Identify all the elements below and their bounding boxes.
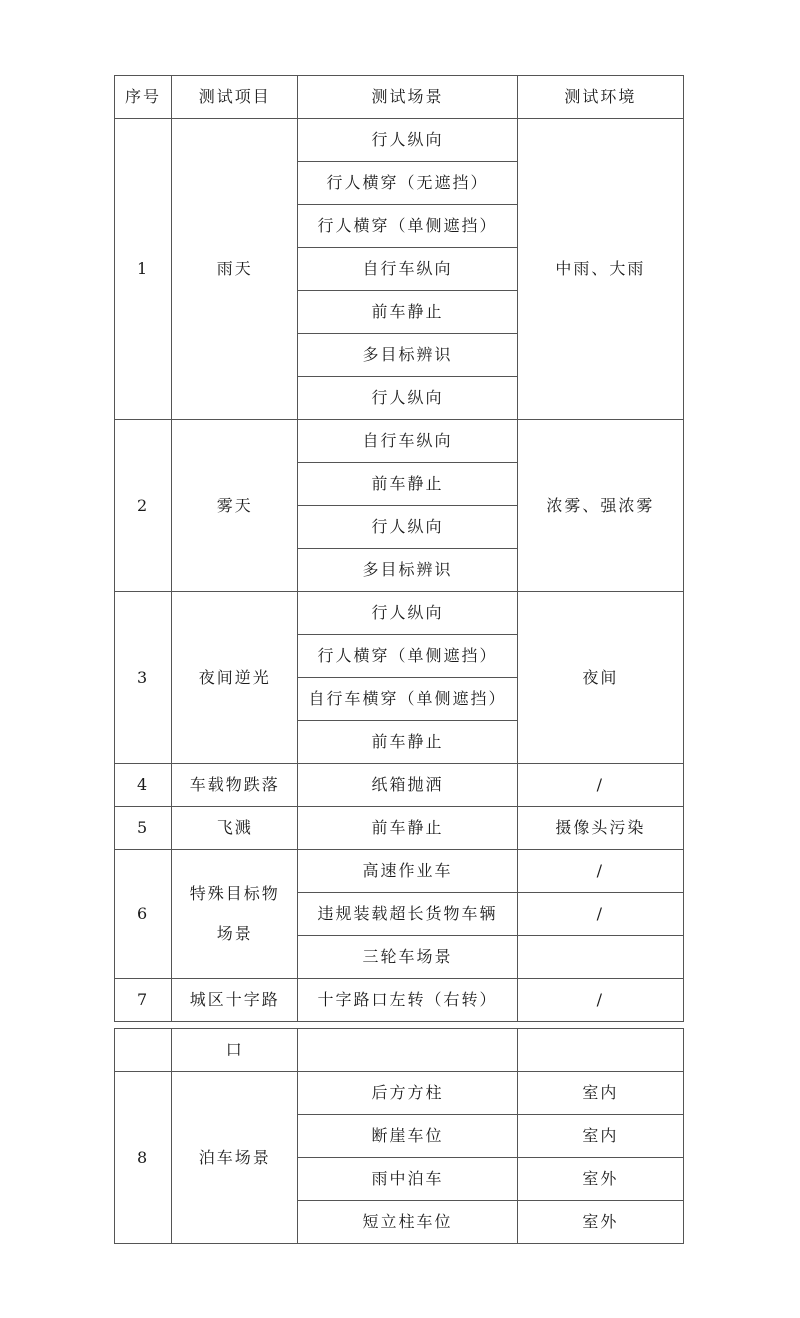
scene-cell: 自行车纵向 (298, 248, 517, 291)
scene-cell: 行人纵向 (298, 377, 517, 420)
item-cell: 泊车场景 (172, 1072, 298, 1244)
table-row (115, 764, 684, 807)
scene-cell: 前车静止 (298, 807, 517, 850)
env-cell: / (517, 893, 683, 936)
header-cell: 测试项目 (172, 76, 298, 119)
item-cell: 夜间逆光 (172, 592, 298, 764)
scene-cell: 行人纵向 (298, 592, 517, 635)
item-cell: 飞溅 (172, 807, 298, 850)
table-row (115, 592, 684, 635)
scene-cell: 纸箱抛洒 (298, 764, 517, 807)
scene-cell: 高速作业车 (298, 850, 517, 893)
header-row (115, 76, 684, 119)
item-cell: 雾天 (172, 420, 298, 592)
seq-cell (115, 1029, 172, 1072)
scene-cell: 前车静止 (298, 463, 517, 506)
item-cell: 雨天 (172, 119, 298, 420)
scene-cell: 自行车纵向 (298, 420, 517, 463)
header-cell: 测试环境 (517, 76, 683, 119)
item-line: 场景 (216, 924, 253, 943)
scene-cell: 断崖车位 (298, 1115, 517, 1158)
item-line: 特殊目标物 (189, 884, 280, 903)
env-cell: / (517, 850, 683, 893)
scene-cell: 三轮车场景 (298, 936, 517, 979)
scene-cell: 多目标辨识 (298, 549, 517, 592)
scene-cell: 违规装载超长货物车辆 (298, 893, 517, 936)
seq-cell: 3 (115, 592, 172, 764)
seq-cell: 6 (115, 850, 172, 979)
seq-cell: 8 (115, 1072, 172, 1244)
item-cell (172, 850, 298, 979)
env-cell: / (517, 979, 683, 1022)
env-cell: 室外 (517, 1158, 683, 1201)
seq-cell: 5 (115, 807, 172, 850)
item-cell: 城区十字路 (172, 979, 298, 1022)
env-cell: / (517, 764, 683, 807)
seq-cell: 7 (115, 979, 172, 1022)
header-cell: 序号 (115, 76, 172, 119)
table-row (115, 807, 684, 850)
scene-cell: 多目标辨识 (298, 334, 517, 377)
test-table (114, 75, 684, 1022)
env-cell: 室外 (517, 1201, 683, 1244)
env-cell: 室内 (517, 1115, 683, 1158)
scene-cell: 前车静止 (298, 291, 517, 334)
item-cell: 口 (172, 1029, 298, 1072)
header-cell: 测试场景 (298, 76, 517, 119)
scene-cell: 短立柱车位 (298, 1201, 517, 1244)
table-row (115, 979, 684, 1022)
env-cell: 室内 (517, 1072, 683, 1115)
item-cell: 车载物跌落 (172, 764, 298, 807)
scene-cell: 后方方柱 (298, 1072, 517, 1115)
env-cell: 夜间 (517, 592, 683, 764)
continuation-row (115, 1029, 684, 1072)
scene-cell: 行人横穿（单侧遮挡） (298, 635, 517, 678)
scene-cell: 自行车横穿（单侧遮挡） (298, 678, 517, 721)
scene-cell: 十字路口左转（右转） (298, 979, 517, 1022)
seq-cell: 1 (115, 119, 172, 420)
env-cell (517, 936, 683, 979)
env-cell: 摄像头污染 (517, 807, 683, 850)
env-cell (517, 1029, 683, 1072)
seq-cell: 2 (115, 420, 172, 592)
scene-cell (298, 1029, 517, 1072)
table-row (115, 850, 684, 893)
scene-cell: 前车静止 (298, 721, 517, 764)
scene-cell: 行人横穿（单侧遮挡） (298, 205, 517, 248)
env-cell: 浓雾、强浓雾 (517, 420, 683, 592)
scene-cell: 行人纵向 (298, 119, 517, 162)
table-row (115, 420, 684, 463)
scene-cell: 雨中泊车 (298, 1158, 517, 1201)
test-table-continued (114, 1028, 684, 1244)
env-cell: 中雨、大雨 (517, 119, 683, 420)
scene-cell: 行人横穿（无遮挡） (298, 162, 517, 205)
table-row (115, 1072, 684, 1115)
table-row (115, 119, 684, 162)
seq-cell: 4 (115, 764, 172, 807)
scene-cell: 行人纵向 (298, 506, 517, 549)
